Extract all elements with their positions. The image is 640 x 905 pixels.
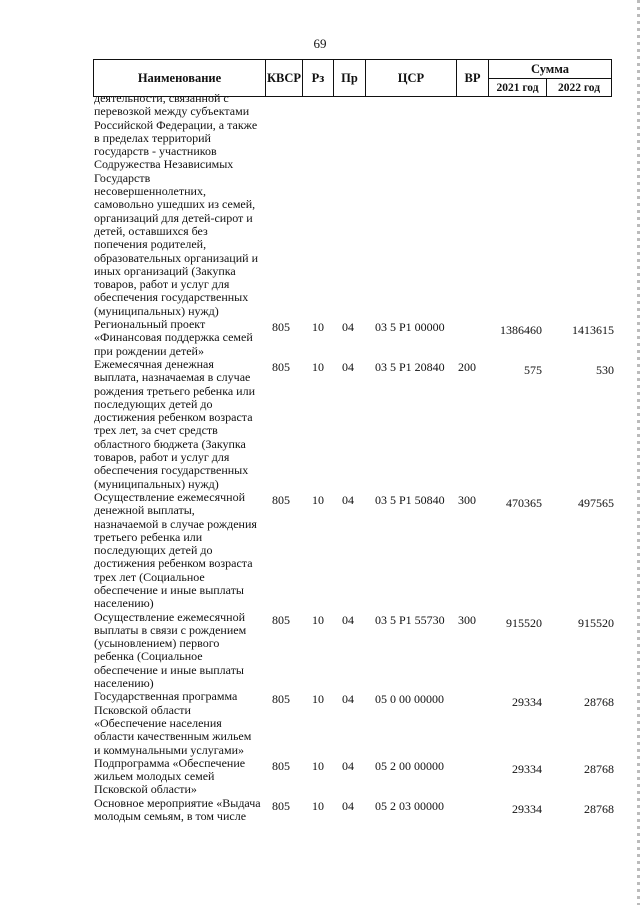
row-pr: 04: [342, 492, 354, 507]
row-name: Подпрограмма «Обеспечение жильем молодых семей Псковской области»: [94, 755, 246, 797]
header-pr: Пр: [334, 60, 366, 96]
row-name: Ежемесячная денежная выплата, назначаемая в случае рождения третьего ребенка или последующих детей до достижения ребенком возраста трех лет, за счет средств областного бюджета (Закупка товаров, работ и услуг для обеспечения государственных (муниципальных) нужд): [94, 356, 255, 491]
row-name: Основное мероприятие «Выдача молодым семьям, в том числе: [94, 795, 261, 824]
row-csr: 03 5 P1 20840: [375, 359, 445, 374]
row-sum-2021: 29334: [512, 801, 542, 816]
row-sum-2022: 28768: [584, 695, 614, 710]
header-vr: ВР: [457, 60, 489, 96]
header-kvsr: КВСР: [266, 60, 303, 96]
row-sum-2021: 470365: [506, 495, 542, 510]
row-sum-2021: 915520: [506, 615, 542, 630]
row-name: деятельности, связанной с перевозкой между субъектами Российской Федерации, а также в пределах территорий государств - участников Содружества Независимых Государств несовершеннолетних, самовольно ушедших из семей, организаций для детей-сирот и детей, оставшихся без попечения родителей, образовательных организаций и иных организаций (Закупка товаров, работ и услуг для обеспечения государственных (муниципальных) нужд): [94, 91, 258, 318]
row-vr: 200: [458, 359, 476, 374]
row-sum-2022: 915520: [578, 615, 614, 630]
row-vr: 300: [458, 612, 476, 627]
row-csr: 05 2 00 00000: [375, 758, 444, 773]
header-rz: Рз: [303, 60, 334, 96]
row-sum-2021: 1386460: [500, 323, 542, 338]
row-rz: 10: [312, 320, 324, 335]
row-name: Региональный проект «Финансовая поддержка семей при рождении детей»: [94, 317, 253, 358]
table-row: [94, 611, 614, 691]
row-pr: 04: [342, 359, 354, 374]
row-rz: 10: [312, 692, 324, 707]
row-csr: 05 0 00 00000: [375, 692, 444, 707]
row-rz: 10: [312, 758, 324, 773]
row-kvsr: 805: [272, 492, 290, 507]
row-kvsr: 805: [272, 758, 290, 773]
row-sum-2022: 28768: [584, 801, 614, 816]
header-name: Наименование: [94, 60, 266, 96]
row-sum-2022: 530: [596, 362, 614, 377]
row-kvsr: 805: [272, 612, 290, 627]
row-kvsr: 805: [272, 320, 290, 335]
row-sum-2021: 29334: [512, 761, 542, 776]
header-year-2022: 2022 год: [557, 81, 601, 94]
table-row: [94, 491, 614, 611]
header-csr: ЦСР: [366, 60, 457, 96]
row-rz: 10: [312, 492, 324, 507]
row-kvsr: 805: [272, 798, 290, 813]
row-vr: 300: [458, 492, 476, 507]
row-kvsr: 805: [272, 692, 290, 707]
table-row: [94, 690, 614, 756]
row-rz: 10: [312, 359, 324, 374]
row-pr: 04: [342, 612, 354, 627]
row-sum-2021: 29334: [512, 695, 542, 710]
table-row: [94, 358, 614, 491]
row-csr: 03 5 P1 00000: [375, 320, 445, 335]
table-body: [94, 92, 614, 823]
row-pr: 04: [342, 758, 354, 773]
page-number: 69: [313, 36, 327, 51]
row-pr: 04: [342, 320, 354, 335]
table-row: [94, 757, 614, 797]
row-rz: 10: [312, 612, 324, 627]
row-csr: 03 5 P1 50840: [375, 492, 445, 507]
row-name: Государственная программа Псковской области «Обеспечение населения области качественным жильем и коммунальными услугами»: [94, 689, 252, 757]
row-rz: 10: [312, 798, 324, 813]
header-year-2021: 2021 год: [489, 79, 547, 96]
row-name: Осуществление ежемесячной выплаты в связи с рождением (усыновлением) первого ребенка (Социальное обеспечение и иные выплаты населению): [94, 609, 247, 691]
row-pr: 04: [342, 692, 354, 707]
row-sum-2022: 1413615: [572, 323, 614, 338]
row-kvsr: 805: [272, 359, 290, 374]
row-pr: 04: [342, 798, 354, 813]
table-row: [94, 797, 614, 824]
row-name: Осуществление ежемесячной денежной выплаты, назначаемой в случае рождения третьего ребенка или последующих детей до достижения ребенком возраста трех лет (Социальное обеспечение и иные выплаты населению): [94, 489, 257, 611]
header-sum-label: Сумма: [489, 60, 611, 79]
header-sum: [489, 60, 611, 96]
table-row: [94, 92, 614, 318]
row-sum-2021: 575: [524, 362, 542, 377]
row-csr: 05 2 03 00000: [375, 798, 444, 813]
row-csr: 03 5 P1 55730: [375, 612, 445, 627]
table-row: [94, 318, 614, 358]
row-sum-2022: 28768: [584, 761, 614, 776]
row-sum-2022: 497565: [578, 495, 614, 510]
